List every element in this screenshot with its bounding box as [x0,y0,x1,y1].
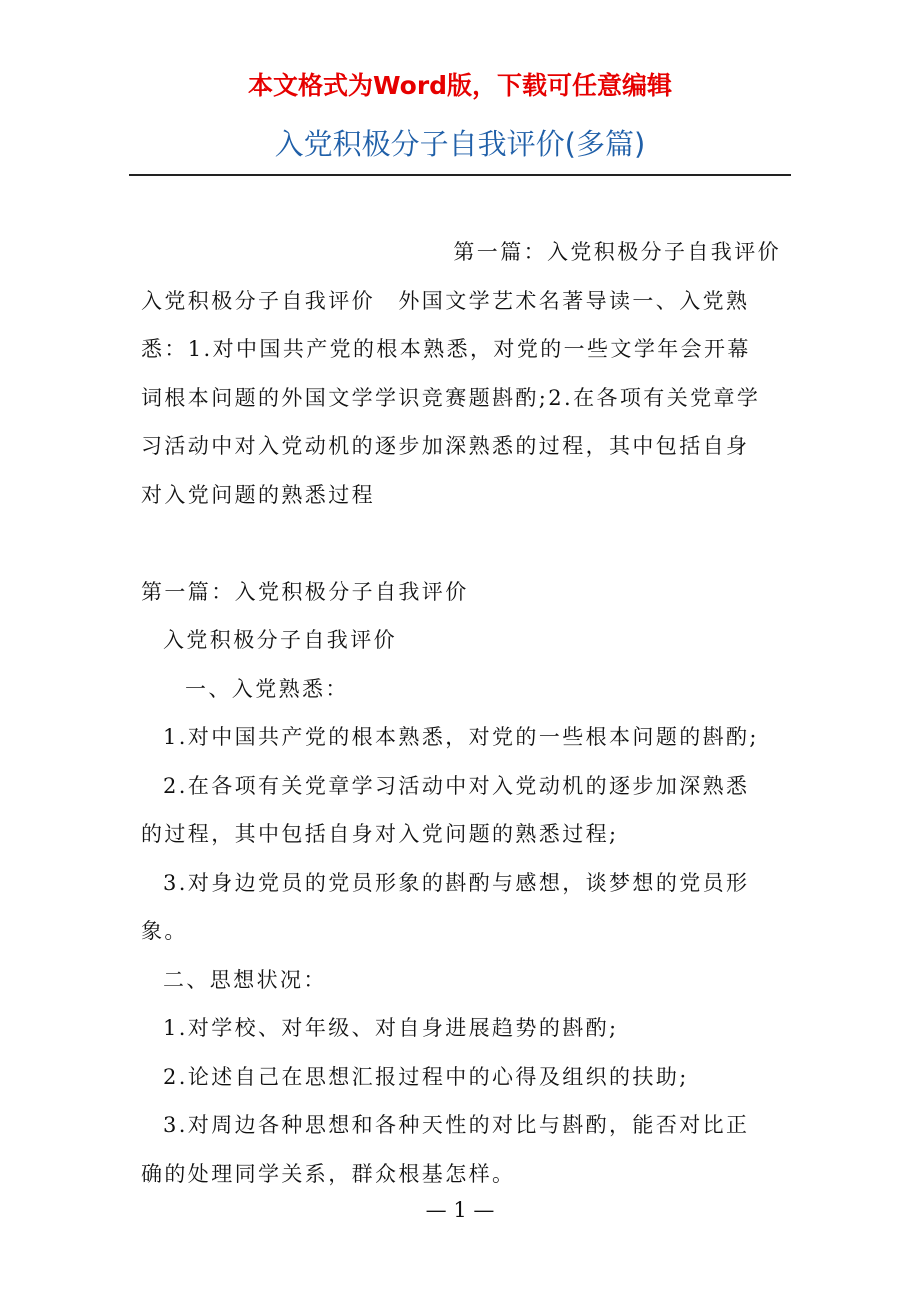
document-title: 入党积极分子自我评价(多篇) [274,127,646,161]
section-1-title: 一、入党熟悉： [185,676,349,701]
section-1-item-2: 2.在各项有关党章学习活动中对入党动机的逐步加深熟悉 [163,773,750,798]
document-body [141,228,781,1198]
section-1-item-3: 3.对身边党员的党员形象的斟酌与感想，谈梦想的党员形 [163,870,750,895]
summary-line: 对入党问题的熟悉过程 [141,482,375,507]
summary-line: 入党积极分子自我评价 外国文学艺术名著导读一、入党熟 [141,288,750,313]
section-2-item-3: 3.对周边各种思想和各种天性的对比与斟酌，能否对比正 [163,1113,750,1137]
title-divider [129,174,791,176]
summary-line: 习活动中对入党动机的逐步加深熟悉的过程，其中包括自身 [141,434,750,458]
section-1-item-2-cont: 的过程，其中包括自身对入党问题的熟悉过程; [141,822,619,846]
page-number: — 1 — [425,1198,495,1222]
article-subheading: 入党积极分子自我评价 [163,628,397,652]
summary-line: 悉：1.对中国共产党的根本熟悉，对党的一些文学年会开幕 [141,337,751,361]
section-1-item-3-cont: 象。 [141,919,188,943]
section-2-title: 二、思想状况： [163,967,327,992]
section-2-item-2: 2.论述自己在思想汇报过程中的心得及组织的扶助; [163,1064,689,1089]
format-banner: 本文格式为Word版，下载可任意编辑 [247,71,673,100]
article-heading: 第一篇：入党积极分子自我评价 [141,579,469,604]
section-1-item-1: 1.对中国共产党的根本熟悉，对党的一些根本问题的斟酌; [163,725,759,749]
summary-heading: 第一篇：入党积极分子自我评价 [453,240,781,264]
summary-line: 词根本问题的外国文学学识竞赛题斟酌;2.在各项有关党章学 [141,385,761,410]
section-2-item-1: 1.对学校、对年级、对自身进展趋势的斟酌; [163,1016,619,1040]
paragraph-spacer [141,519,781,568]
section-2-item-3-cont: 确的处理同学关系，群众根基怎样。 [141,1161,516,1186]
